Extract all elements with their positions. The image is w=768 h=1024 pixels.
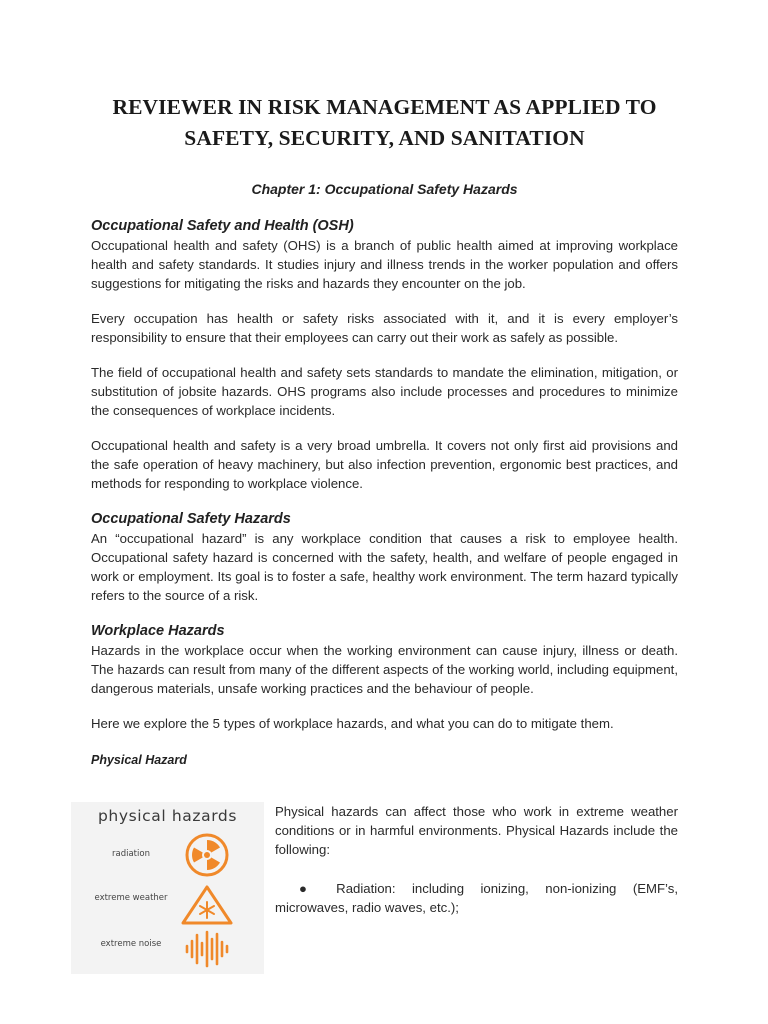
physical-hazards-text [275,802,678,917]
osh-paragraph-1: Occupational health and safety (OHS) is a branch of public health aimed at improving workplace health and safety standards. It studies injury and illness trends in the worker population and offers suggestions for mitigating the risks and hazards they encounter on the job. [91,238,678,291]
radiation-bullet-text: Radiation: including ionizing, non-ionizing (EMF’s, microwaves, radio waves, etc.); [275,881,678,915]
osh-paragraph-4: Occupational health and safety is a very broad umbrella. It covers not only first aid provisions and the safe operation of heavy machinery, but also infection prevention, ergonomic best practices, and methods for responding to workplace violence. [91,438,678,491]
physical-hazard-heading: Physical Hazard [91,753,187,767]
physical-hazards-section [71,802,678,974]
workplace-paragraph-1: Hazards in the workplace occur when the working environment can cause injury, illness or death. The hazards can result from many of the different aspects of the working world, including equipment, dangerous materials, unsafe working practices and the behaviour of people. [91,643,678,696]
radiation-bullet [275,879,678,917]
document-title [91,92,678,154]
bullet-marker: ● [299,881,320,896]
osh-paragraph-3: The field of occupational health and safety sets standards to mandate the elimination, mitigation, or substitution of jobsite hazards. OHS programs also include processes and procedures to minimize the consequences of workplace incidents. [91,365,678,418]
workplace-hazards-heading: Workplace Hazards [91,623,225,639]
sound-wave-icon [183,930,231,968]
physical-intro: Physical hazards can affect those who work in extreme weather conditions or in harmful environments. Physical Hazards include the following: [275,804,678,857]
snowflake-warning-icon [180,884,234,926]
osh-heading: Occupational Safety and Health (OSH) [91,218,354,234]
title-line-1: REVIEWER IN RISK MANAGEMENT AS APPLIED TO [112,95,657,119]
extreme-noise-label: extreme noise [100,939,162,949]
physical-hazards-graphic [71,802,264,974]
graphic-title: physical hazards [97,807,238,825]
osh-paragraph-2: Every occupation has health or safety risks associated with it, and it is every employer’s responsibility to ensure that their employees can carry out their work as safely as possible. [91,311,678,345]
extreme-weather-label: extreme weather [94,893,168,903]
radiation-label: radiation [112,849,150,859]
title-line-2: SAFETY, SECURITY, AND SANITATION [184,126,585,150]
chapter-heading: Chapter 1: Occupational Safety Hazards [251,181,518,197]
document-page [91,92,678,769]
occupational-hazards-heading: Occupational Safety Hazards [91,511,291,527]
workplace-paragraph-2: Here we explore the 5 types of workplace hazards, and what you can do to mitigate them. [91,716,614,731]
occupational-hazards-paragraph: An “occupational hazard” is any workplace condition that causes a risk to employee health. Occupational safety hazard is concerned with the safety, health, and welfare of people engaged in work or employment. Its goal is to foster a safe, healthy work environment. The term hazard typically refers to the source of a risk. [91,531,678,603]
radiation-icon [182,833,232,877]
